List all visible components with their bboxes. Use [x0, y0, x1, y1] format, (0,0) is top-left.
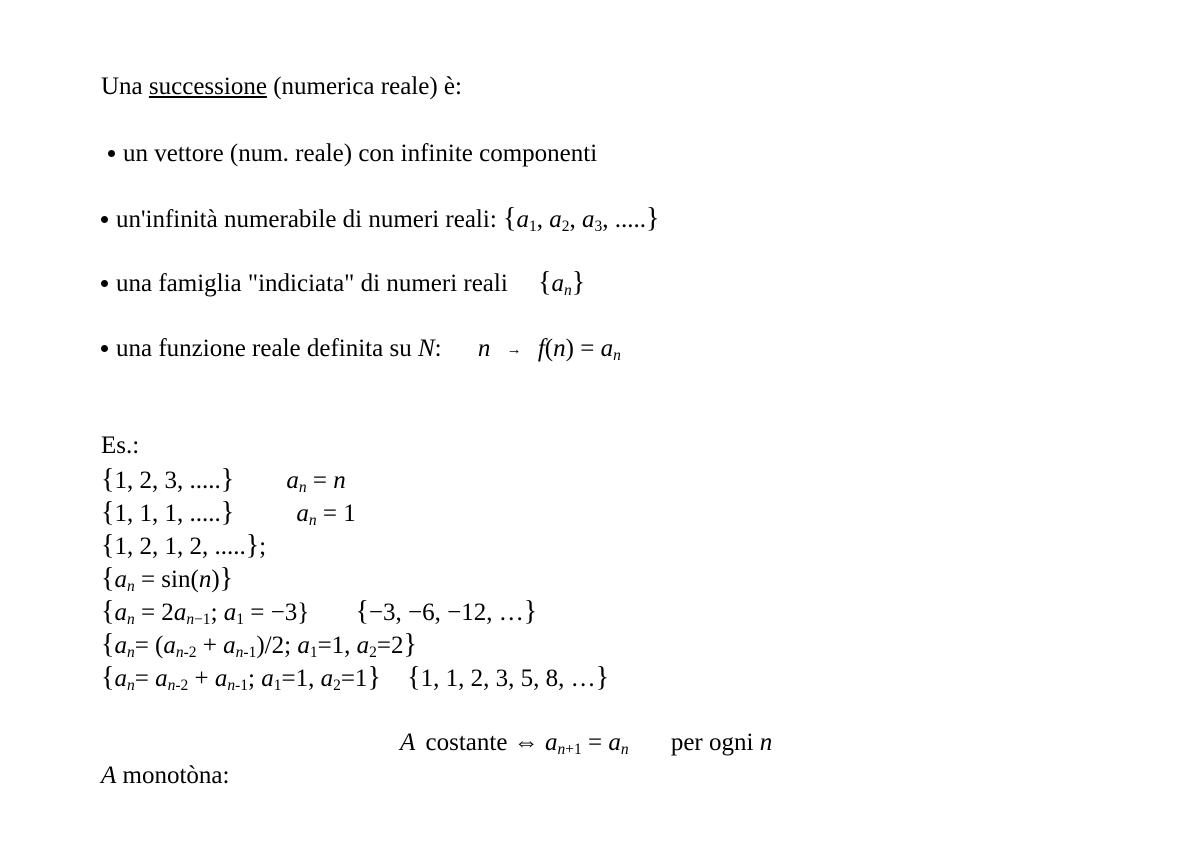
- per-ogni-var: n: [759, 729, 773, 756]
- example-row-5: {$a_n = 2a_{n-1}$; $a_1 = -3$} {−3, −6, −12, …}: [101, 596, 538, 628]
- bullet-2-text: un'infinità numerabile di numeri reali:: [116, 206, 497, 233]
- bullet-item-1: [108, 139, 597, 169]
- intro-suffix: (numerica reale) è:: [273, 73, 462, 100]
- intro-line: [101, 72, 462, 102]
- example-row-4: $\{a_n = \sin(n)\}$: [101, 563, 234, 595]
- right-arrow-icon: →: [506, 341, 522, 358]
- bullet-4-text: una funzione reale definita su: [116, 335, 412, 362]
- constant-symbol: A: [400, 729, 416, 756]
- example-row-2: {1, 1, 1, .....} $a_n = 1$: [101, 497, 356, 529]
- bullet-item-2: [101, 204, 659, 242]
- constant-definition: A costante ⇔ $a_{n+1} = a_n$ per ogni n: [400, 729, 773, 758]
- monotone-symbol: A: [101, 762, 117, 789]
- example-row-7: {$a_n= a_{n-2} + a_{n-1}$; $a_1=1$, $a_2=1$} {1, 1, 2, 3, 5, 8, …}: [101, 662, 610, 694]
- bullet-dot-icon: [101, 345, 108, 352]
- monotone-label: monotòna:: [122, 762, 230, 789]
- bullet-4-set: N: [417, 335, 435, 362]
- example-row-6: {$a_n= (a_{n-2} + a_{n-1})/2$; $a_1=1$, $a_2=2$}: [101, 629, 417, 661]
- example-row-3: {1, 2, 1, 2, .....};: [101, 530, 267, 561]
- per-ogni-label: per ogni: [670, 729, 754, 756]
- bullet-2-formula: {$a_1$, $a_2$, $a_3$, .....}: [503, 203, 660, 235]
- bullet-dot-icon: [101, 216, 108, 223]
- bullet-1-text: un vettore (num. reale) con infinite componenti: [123, 140, 598, 167]
- monotone-definition: [101, 761, 229, 791]
- bullet-3-formula: $\{a_n\}$: [538, 267, 586, 299]
- equivalence-icon: ⇔: [513, 729, 539, 756]
- bullet-3-text: una famiglia "indiciata" di numeri reali: [116, 270, 508, 297]
- bullet-dot-icon: [101, 280, 108, 287]
- example-row-1: {1, 2, 3, .....} $a_n = n$: [101, 464, 346, 496]
- intro-prefix: Una: [101, 73, 143, 100]
- constant-label: costante: [425, 729, 508, 756]
- bullet-4-formula: $n \to f(n) = a_n$: [477, 335, 621, 364]
- bullet-item-4: una funzione reale definita su N: $n \to f(n) = a_n$: [101, 334, 621, 371]
- bullet-item-3: [101, 268, 585, 306]
- bullet-dot-icon: [108, 150, 115, 157]
- examples-heading: Es.:: [101, 432, 140, 459]
- intro-term: successione: [148, 73, 267, 100]
